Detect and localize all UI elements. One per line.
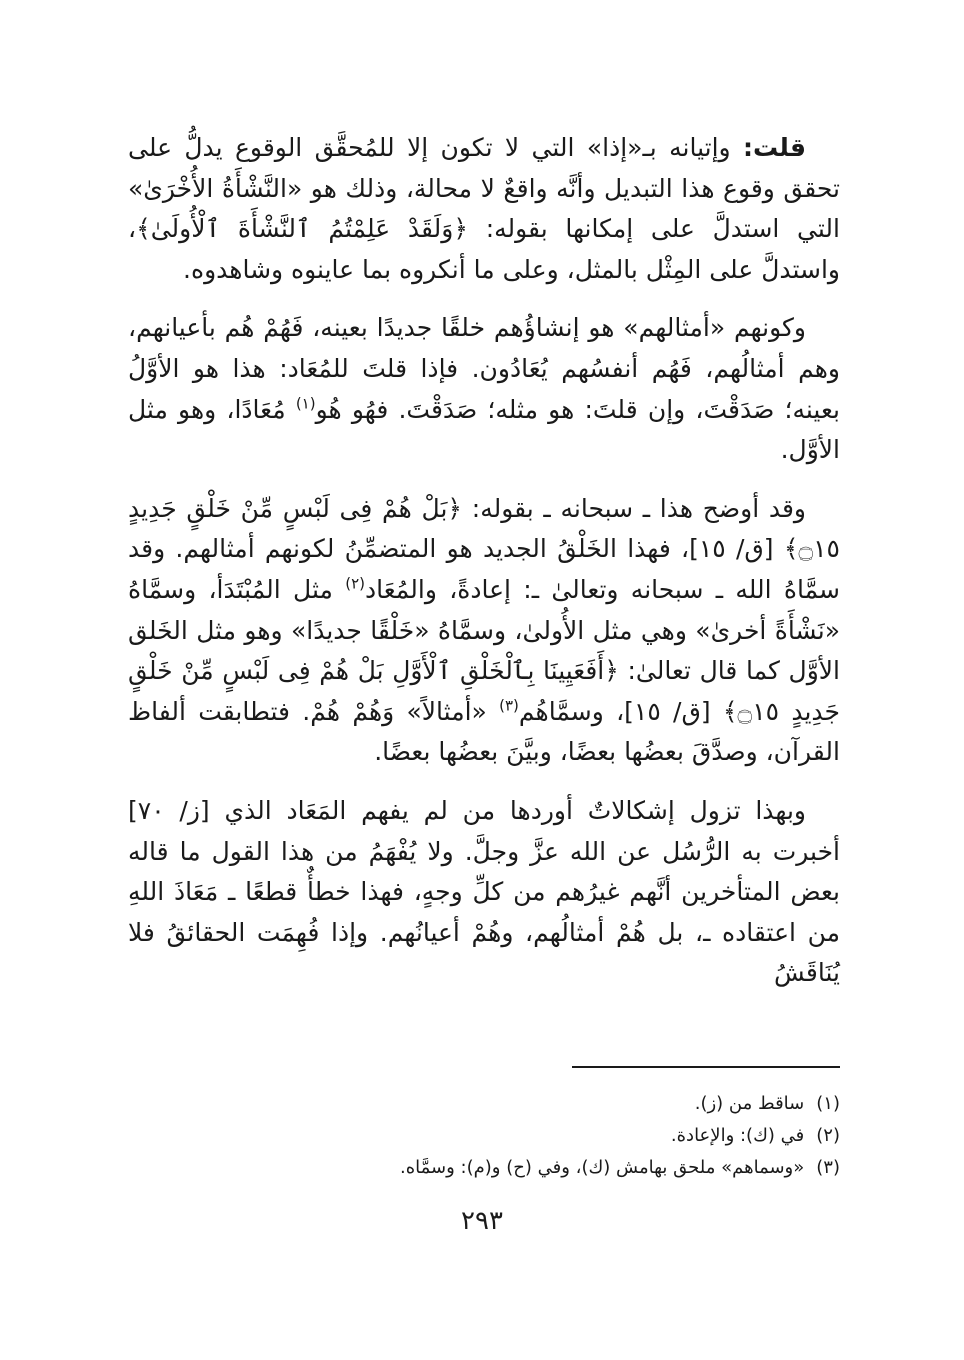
footnote-number: (٣) <box>816 1157 840 1178</box>
paragraph-text: وإتيانه بـ«إذا» التي لا تكون إلا للمُحقَّق الوقوع يدلُّ على تحقق وقوع هذا التبديل وأنَّه واقعٌ لا محالة، وذلك هو «النَّشْأَةُ الأُخْرَىٰ» التي استدلَّ على إمكانها بقوله: ﴿وَلَقَدْ عَلِمْتُمُ ٱلنَّشْأَةَ ٱلْأُولَىٰ﴾، واستدلَّ على المِثْل بالمثل، وعلى ما أنكروه بما عاينوه وشاهدوه. <box>128 133 840 284</box>
footnote-separator <box>572 1066 840 1068</box>
footnote-ref-2[interactable]: (٢) <box>345 574 365 593</box>
paragraph-text: «أمثالاً» وَهُمْ هُمْ. فتطابقت ألفاظ القرآن، وصدَّقَ بعضُها بعضًا، وبيَّنَ بعضُها بعضًا. <box>128 696 840 767</box>
footnote-number: (١) <box>816 1093 840 1114</box>
paragraph-lead: قلت: <box>742 133 806 162</box>
footnote-number: (٢) <box>816 1125 840 1146</box>
footnote-text: «وسماهم» ملحق بهامش (ك)، وفي (ح) و(م): وسمَّاه. <box>400 1157 805 1178</box>
footnote-3 <box>128 1152 840 1184</box>
paragraph-1 <box>128 128 840 290</box>
paragraph-text: مُعَادًا، وهو مثل الأوَّل. <box>128 394 840 465</box>
footnote-text: في (ك): والإعادة. <box>670 1125 805 1146</box>
footnote-2 <box>128 1120 840 1152</box>
footnote-text: ساقط من (ز). <box>694 1093 805 1114</box>
footnote-ref-3[interactable]: (٣) <box>499 696 519 715</box>
page-body <box>128 128 840 1012</box>
paragraph-2 <box>128 308 840 470</box>
paragraph-3 <box>128 489 840 773</box>
paragraph-text: وقد أوضح هذا ـ سبحانه ـ بقوله: ﴿بَلْ هُمْ فِى لَبْسٍ مِّنْ خَلْقٍ جَدِيدٍ ۝١٥﴾ [ق/ ١٥]، فهذا الخَلْقُ الجديد هو المتضمِّنُ لكونهم أمثالهم. وقد سمَّاهُ الله ـ سبحانه وتعالىٰ ـ: إعادةً، والمُعَاد <box>128 493 841 604</box>
paragraph-text: وكونهم «أمثالهم» هو إنشاؤُهم خلقًا جديدًا بعينه، فَهُمْ هُم بأعيانهم، وهم أمثالُهم، فَهُم أنفسُهم يُعَادُون. فإذا قلتَ للمُعَاد: هذا هو الأوَّلُ بعينه؛ صَدَقْتَ، وإن قلتَ: هو مثله؛ صَدَقْتَ. فهُو هُو <box>128 313 840 424</box>
page-number: ٢٩٣ <box>461 1206 503 1236</box>
paragraph-4 <box>128 791 840 994</box>
footnote-1 <box>128 1088 840 1120</box>
paragraph-text: وبهذا تزول إشكالاتٌ أوردها من لم يفهم المَعَاد الذي [ز/ ٧٠] أخبرت به الرُّسُل عن الله عزَّ وجلَّ. ولا يُفْهَمُ من هذا القول ما قاله بعض المتأخرين أنَّهم غيرُهم من كلِّ وجهٍ، فهذا خطأٌ قطعًا ـ مَعَاذَ اللهِ من اعتقاده ـ، بل هُمْ أمثالُهم، وهُمْ أعيانُهم. وإذا فُهِمَت الحقائقُ فلا يُنَاقَشُ <box>128 795 840 988</box>
footnote-ref-1[interactable]: (١) <box>295 394 316 413</box>
footnotes <box>128 1088 840 1184</box>
paragraph-text: مثل المُبْتَدَأ، وسمَّاهُ «نَشْأَةً أخرىٰ» وهي مثل الأُولىٰ، وسمَّاهُ «خَلْقًا جديدًا» وهو مثل الخَلق الأوَّل كما قال تعالىٰ: ﴿أَفَعَيِينَا بِٱلْخَلْقِ ٱلْأَوَّلِ بَلْ هُمْ فِى لَبْسٍ مِّنْ خَلْقٍ جَدِيدٍ ۝١٥﴾ [ق/ ١٥]، وسمَّاهُم <box>128 574 840 726</box>
